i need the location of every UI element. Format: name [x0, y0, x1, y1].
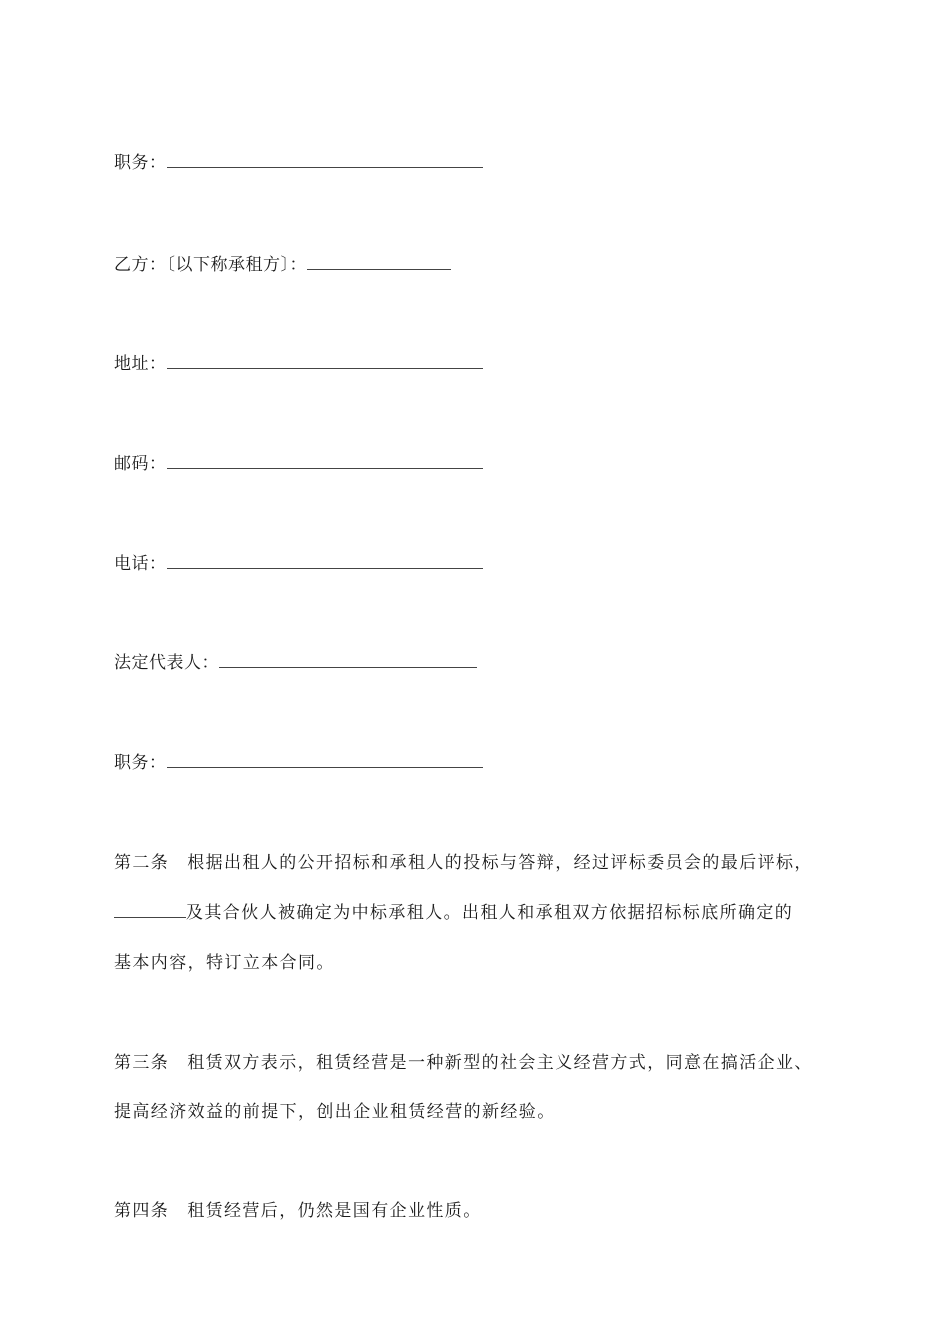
field-phone — [114, 553, 483, 575]
field-label: 邮码： — [114, 454, 167, 474]
article-number: 第三条 — [114, 1053, 170, 1073]
field-label: 乙方：〔以下称承租方〕： — [114, 255, 307, 275]
field-party-b — [114, 254, 451, 276]
field-position-2 — [114, 752, 483, 774]
fill-in-blank[interactable] — [307, 255, 451, 270]
article-text: 基本内容，特订立本合同。 — [114, 953, 335, 973]
article-number: 第四条 — [114, 1201, 170, 1221]
article-text: 根据出租人的公开招标和承租人的投标与答辩，经过评标委员会的最后评标， — [187, 853, 813, 873]
article-number: 第二条 — [114, 853, 170, 873]
field-label: 法定代表人： — [114, 653, 219, 673]
article-text: 提高经济效益的前提下，创出企业租赁经营的新经验。 — [114, 1102, 556, 1122]
fill-in-blank[interactable] — [114, 903, 186, 918]
field-address — [114, 353, 483, 375]
fill-in-blank[interactable] — [219, 653, 477, 668]
field-label: 职务： — [114, 153, 167, 173]
article-text: 租赁经营后，仍然是国有企业性质。 — [187, 1201, 482, 1221]
fill-in-blank[interactable] — [167, 554, 483, 569]
field-label: 地址： — [114, 354, 167, 374]
field-position-1 — [114, 152, 483, 174]
article-text: 租赁双方表示，租赁经营是一种新型的社会主义经营方式，同意在搞活企业、 — [187, 1053, 813, 1073]
fill-in-blank[interactable] — [167, 753, 483, 768]
fill-in-blank[interactable] — [167, 354, 483, 369]
article-4-line-1 — [114, 1200, 482, 1222]
fill-in-blank[interactable] — [167, 454, 483, 469]
article-3-line-1 — [114, 1052, 813, 1074]
article-text: 及其合伙人被确定为中标承租人。出租人和承租双方依据招标标底所确定的 — [186, 903, 794, 923]
field-legal-representative — [114, 652, 477, 674]
article-2-line-1 — [114, 852, 813, 874]
article-3-line-2 — [114, 1101, 556, 1123]
article-2-line-3 — [114, 952, 335, 974]
field-label: 职务： — [114, 753, 167, 773]
field-postcode — [114, 453, 483, 475]
field-label: 电话： — [114, 554, 167, 574]
fill-in-blank[interactable] — [167, 153, 483, 168]
article-2-line-2 — [114, 902, 793, 924]
